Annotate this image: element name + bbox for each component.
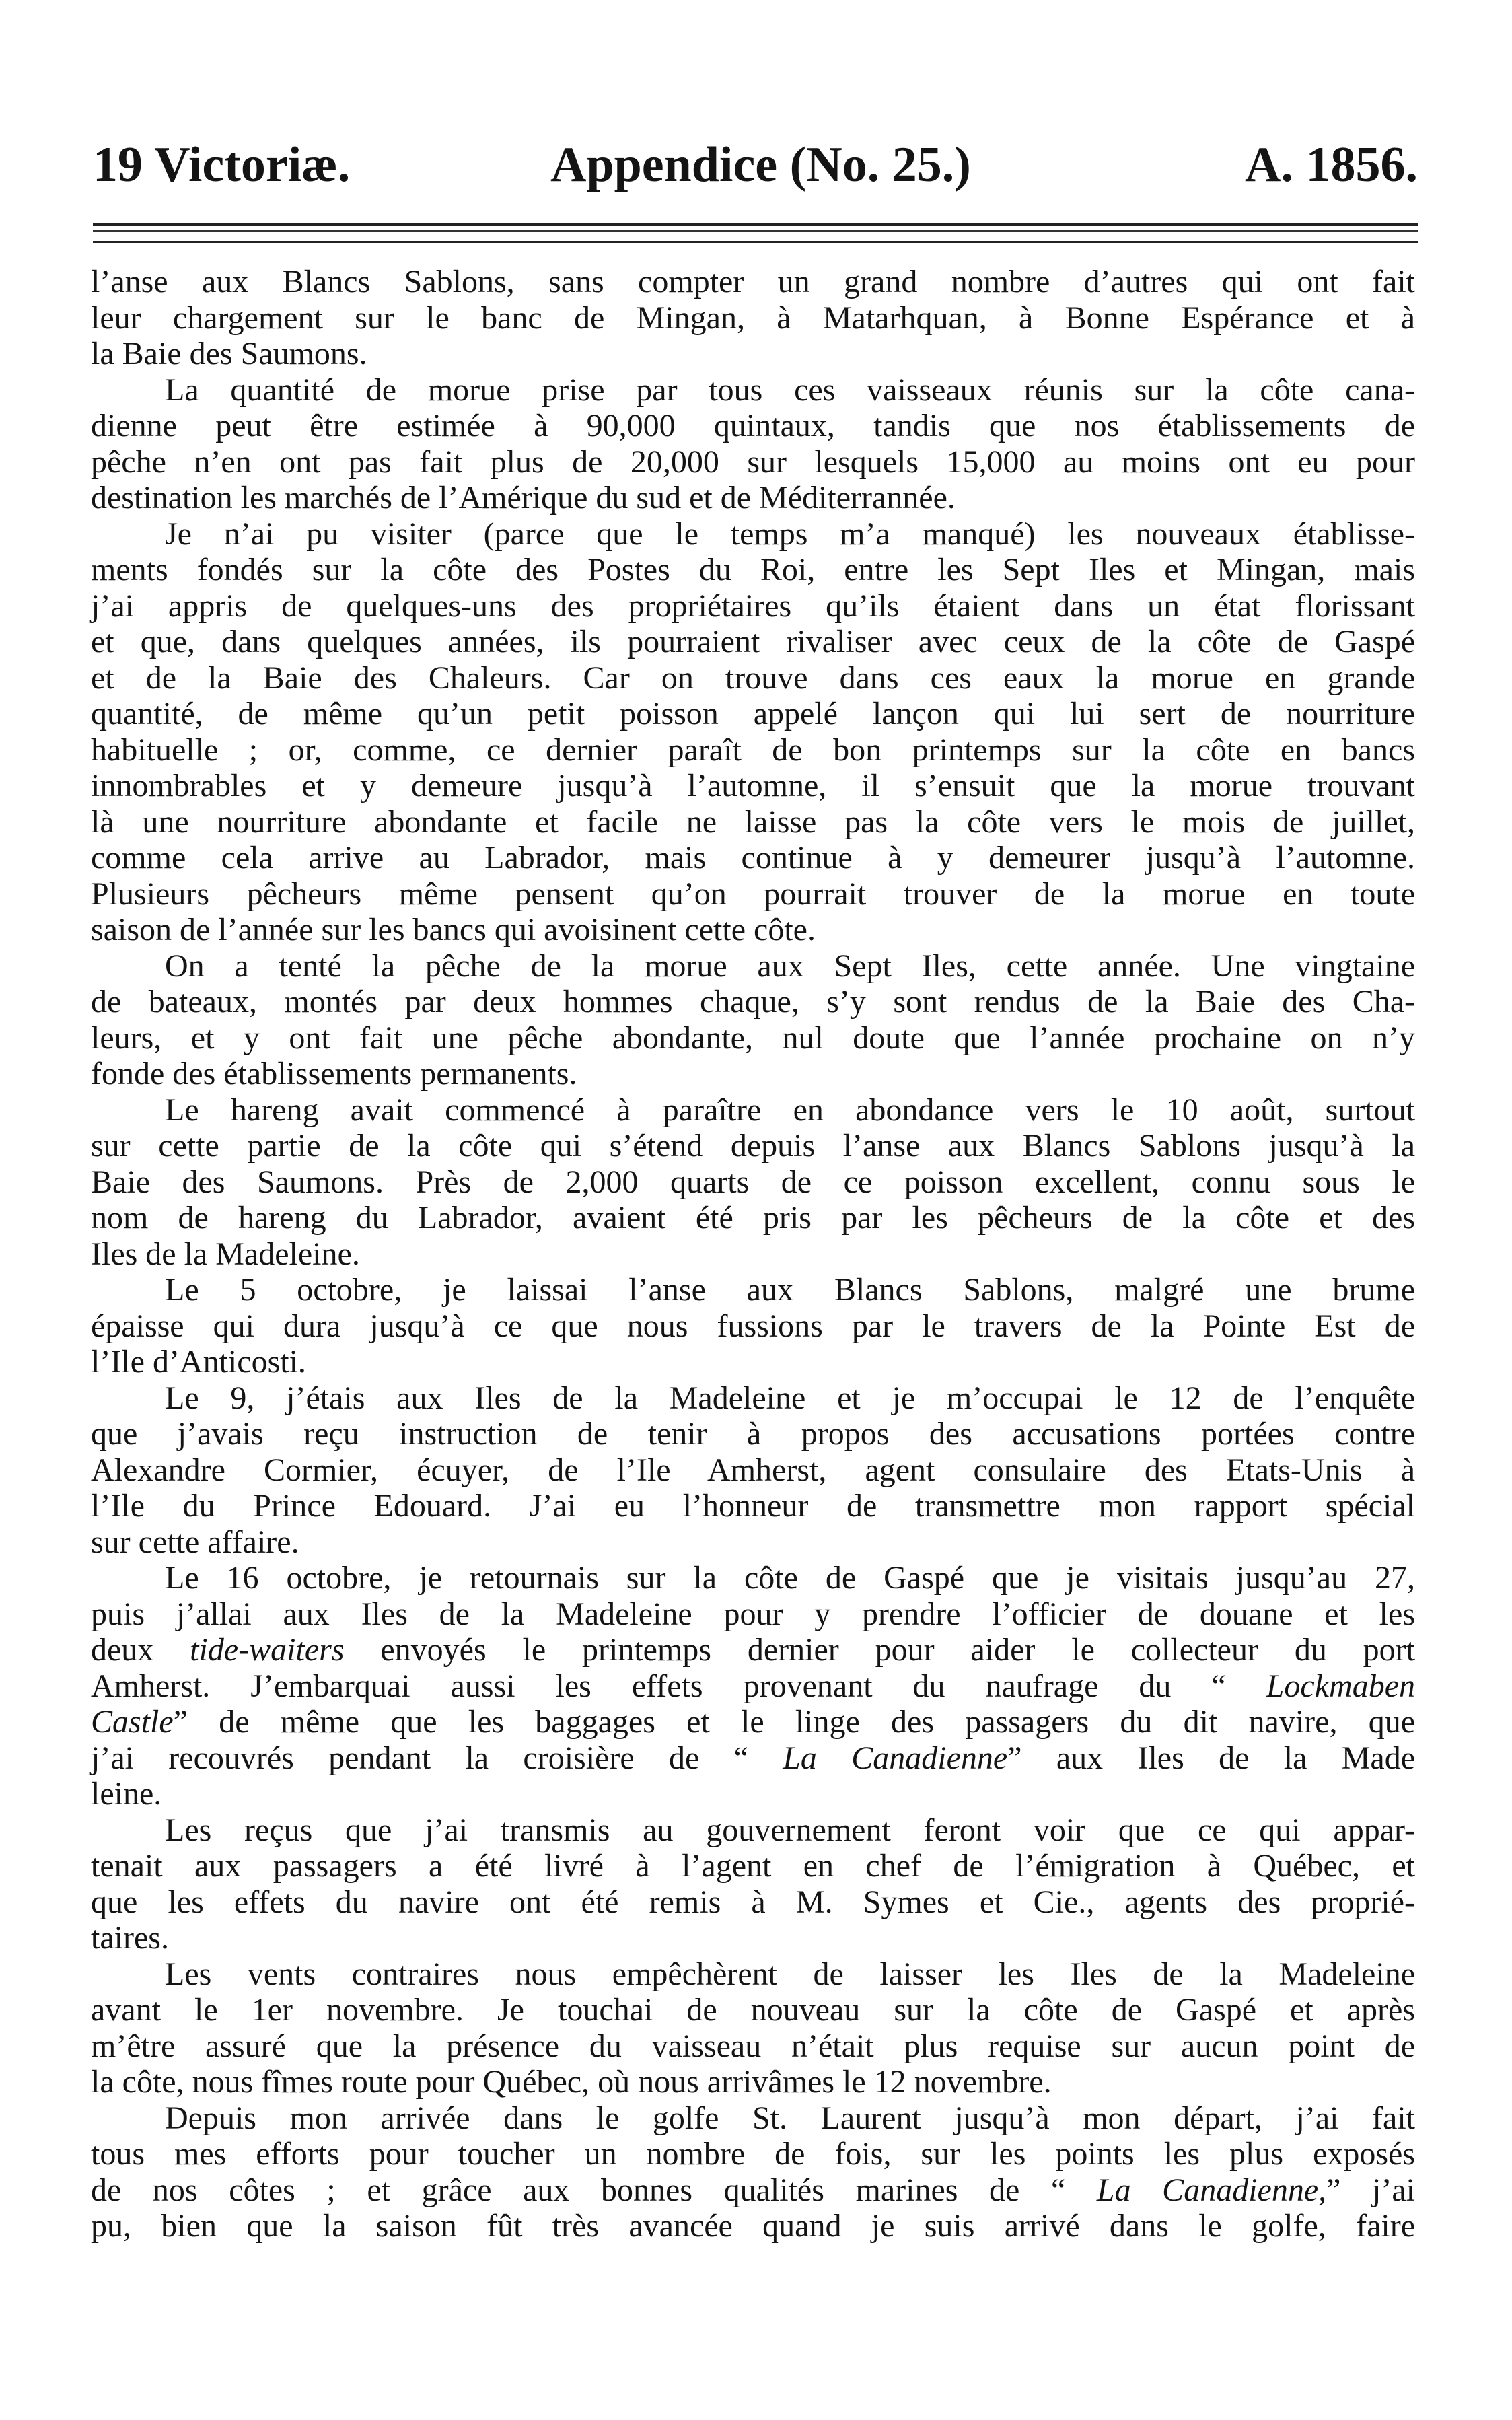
text-line: Le 9, j’étais aux Iles de la Madeleine et je m’occupai le 12 de l’enquête [165,1380,1415,1416]
text-line: ments fondés sur la côte des Postes du Roi, entre les Sept Iles et Mingan, mais [91,552,1415,588]
text-line: On a tenté la pêche de la morue aux Sept Iles, cette année. Une vingtaine [165,948,1415,984]
text-line: Le 5 octobre, je laissai l’anse aux Blancs Sablons, malgré une brume [165,1272,1415,1308]
text-line: Les reçus que j’ai transmis au gouvernement feront voir que ce qui appar- [165,1812,1415,1848]
body-text [91,264,1415,2244]
text-line: leine. [91,1776,162,1812]
text-line: tous mes efforts pour toucher un nombre de fois, sur les points les plus exposés [91,2136,1415,2172]
text-line: que j’avais reçu instruction de tenir à propos des accusations portées contre [91,1416,1415,1452]
text-line: la côte, nous fîmes route pour Québec, où nous arrivâmes le 12 novembre. [91,2064,1052,2100]
text-line: leur chargement sur le banc de Mingan, à Matarhquan, à Bonne Espérance et à [91,299,1415,336]
paragraph [91,372,1415,516]
paragraph [91,1272,1415,1380]
text-line: La quantité de morue prise par tous ces vaisseaux réunis sur la côte cana- [165,371,1415,408]
paragraph [91,1812,1415,1956]
text-line: Amherst. J’embarquai aussi les effets provenant du naufrage du “ Lockmaben [91,1668,1415,1704]
text-line: innombrables et y demeure jusqu’à l’automne, il s’ensuit que la morue trouvant [91,768,1415,804]
text-line: que les effets du navire ont été remis à M. Symes et Cie., agents des proprié- [91,1884,1415,1920]
text-line: là une nourriture abondante et facile ne laisse pas la côte vers le mois de juillet, [91,804,1415,840]
text-line: Castle” de même que les baggages et le linge des passagers du dit navire, que [91,1704,1415,1740]
text-line: Baie des Saumons. Près de 2,000 quarts de ce poisson excellent, connu sous le [91,1164,1415,1200]
text-line: nom de hareng du Labrador, avaient été pris par les pêcheurs de la côte et des [91,1200,1415,1236]
text-line: l’anse aux Blancs Sablons, sans compter un grand nombre d’autres qui ont fait [91,264,1415,299]
paragraph [91,1380,1415,1561]
text-line: de bateaux, montés par deux hommes chaque, s’y sont rendus de la Baie des Cha- [91,984,1415,1020]
text-line: Alexandre Cormier, écuyer, de l’Ile Amherst, agent consulaire des Etats-Unis à [91,1452,1415,1488]
text-line: deux tide-waiters envoyés le printemps dernier pour aider le collecteur du port [91,1632,1415,1668]
paragraph [91,2100,1415,2244]
header-appendix: Appendice (No. 25.) [550,137,971,192]
paragraph [91,264,1415,372]
text-line: Iles de la Madeleine. [91,1236,360,1272]
paragraph [91,1092,1415,1273]
text-line: Je n’ai pu visiter (parce que le temps m’a manqué) les nouveaux établisse- [165,515,1415,552]
text-line: saison de l’année sur les bancs qui avoisinent cette côte. [91,912,816,948]
header-double-rule [93,223,1418,243]
text-line: Plusieurs pêcheurs même pensent qu’on pourrait trouver de la morue en toute [91,876,1415,912]
text-line: comme cela arrive au Labrador, mais continue à y demeurer jusqu’à l’automne. [91,840,1415,876]
text-line: habituelle ; or, comme, ce dernier paraît de bon printemps sur la côte en bancs [91,732,1415,768]
text-line: sur cette partie de la côte qui s’étend depuis l’anse aux Blancs Sablons jusqu’à la [91,1128,1415,1164]
paragraph [91,948,1415,1092]
text-line: Le 16 octobre, je retournais sur la côte de Gaspé que je visitais jusqu’au 27, [165,1560,1415,1596]
text-line: l’Ile d’Anticosti. [91,1344,306,1380]
running-header [93,131,1418,199]
text-line: m’être assuré que la présence du vaisseau n’était plus requise sur aucun point de [91,2028,1415,2064]
text-line: épaisse qui dura jusqu’à ce que nous fussions par le travers de la Pointe Est de [91,1308,1415,1344]
text-line: pêche n’en ont pas fait plus de 20,000 sur lesquels 15,000 au moins ont eu pour [91,443,1415,480]
paragraph [91,516,1415,948]
text-line: tenait aux passagers a été livré à l’agent en chef de l’émigration à Québec, et [91,1848,1415,1884]
text-line: taires. [91,1920,169,1956]
paragraph [91,1560,1415,1812]
text-line: quantité, de même qu’un petit poisson appelé lançon qui lui sert de nourriture [91,696,1415,732]
text-line: Depuis mon arrivée dans le golfe St. Laurent jusqu’à mon départ, j’ai fait [165,2100,1415,2136]
text-line: l’Ile du Prince Edouard. J’ai eu l’honneur de transmettre mon rapport spécial [91,1488,1415,1524]
text-line: destination les marchés de l’Amérique du sud et de Méditerrannée. [91,480,956,515]
text-line: et que, dans quelques années, ils pourraient rivaliser avec ceux de la côte de Gaspé [91,624,1415,660]
text-line: et de la Baie des Chaleurs. Car on trouve dans ces eaux la morue en grande [91,660,1415,696]
header-year: A. 1856. [1245,137,1418,192]
header-session: 19 Victoriæ. [93,137,351,192]
text-line: leurs, et y ont fait une pêche abondante, nul doute que l’année prochaine on n’y [91,1020,1415,1056]
text-line: dienne peut être estimée à 90,000 quintaux, tandis que nos établissements de [91,408,1415,443]
text-line: de nos côtes ; et grâce aux bonnes qualités marines de “ La Canadienne,” j’ai [91,2172,1416,2208]
text-line: j’ai recouvrés pendant la croisière de “ La Canadienne” aux Iles de la Made [91,1740,1415,1776]
text-line: Les vents contraires nous empêchèrent de laisser les Iles de la Madeleine [165,1956,1415,1992]
text-line: pu, bien que la saison fût très avancée quand je suis arrivé dans le golfe, faire [91,2208,1415,2244]
paragraph [91,1956,1415,2100]
text-line: la Baie des Saumons. [91,336,367,371]
text-line: Le hareng avait commencé à paraître en abondance vers le 10 août, surtout [165,1092,1415,1128]
text-line: avant le 1er novembre. Je touchai de nouveau sur la côte de Gaspé et après [91,1992,1415,2028]
text-line: puis j’allai aux Iles de la Madeleine pour y prendre l’officier de douane et les [91,1596,1415,1632]
text-line: sur cette affaire. [91,1524,299,1560]
header-rule-middle [93,230,1418,232]
text-line: fonde des établissements permanents. [91,1056,577,1092]
text-line: j’ai appris de quelques-uns des propriétaires qu’ils étaient dans un état florissant [91,588,1415,624]
